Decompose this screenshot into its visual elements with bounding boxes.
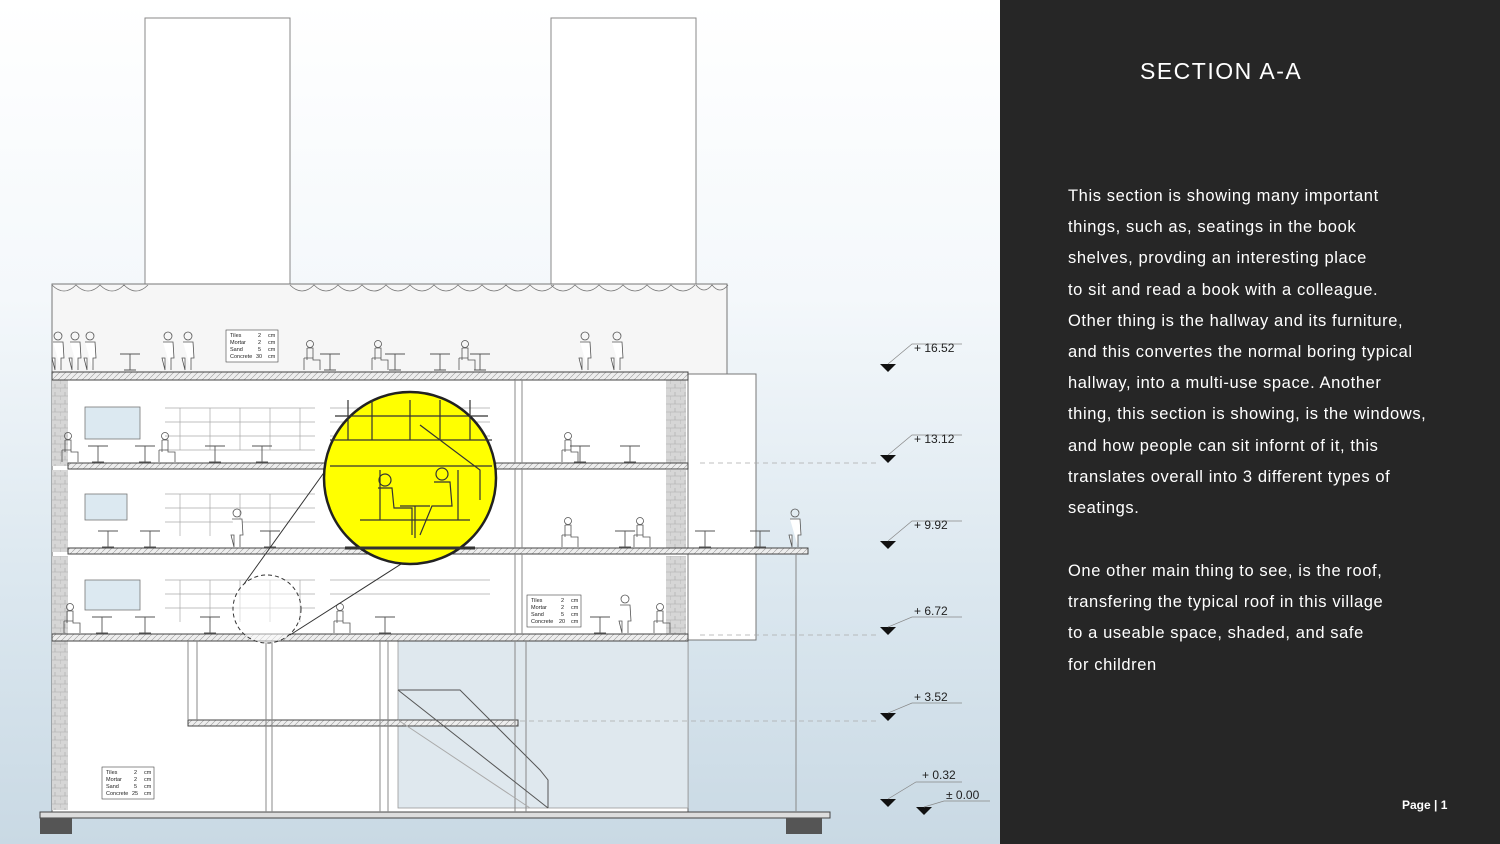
mat1-row4-unit: cm [268, 354, 276, 360]
mat3-row3-val: 5 [134, 784, 138, 790]
mat1-row3: Sand [230, 347, 243, 353]
material-table-1 [226, 330, 278, 362]
material-table-2 [527, 595, 581, 627]
mat3-row4: Concrete [106, 791, 129, 797]
mat2-row1-unit: cm [571, 598, 579, 604]
mat3-row4-val: 25 [132, 791, 139, 797]
mat1-row2-val: 2 [258, 340, 262, 346]
mat1-row4: Concrete [230, 354, 253, 360]
level-16-52: + 16.52 [914, 341, 955, 355]
mat1-row2-unit: cm [268, 340, 276, 346]
mat3-row2-val: 2 [134, 777, 138, 783]
mat1-row1-unit: cm [268, 333, 276, 339]
mat3-row1-unit: cm [144, 770, 152, 776]
mat2-row3-val: 5 [561, 612, 565, 618]
mat2-row4: Concrete [531, 619, 554, 625]
level-marker-0-00 [916, 788, 990, 815]
mat3-row4-unit: cm [144, 791, 152, 797]
mat1-row2: Mortar [230, 340, 246, 346]
level-3-52: + 3.52 [914, 690, 948, 704]
level-6-72: + 6.72 [914, 604, 948, 618]
mat2-row4-val: 20 [559, 619, 566, 625]
page-number: 1 [1440, 798, 1448, 812]
mat2-row2: Mortar [531, 605, 547, 611]
right-annex [688, 374, 756, 640]
mat3-row2: Mortar [106, 777, 122, 783]
level-0-32: + 0.32 [922, 768, 956, 782]
mat3-row1: Tiles [106, 770, 118, 776]
mat2-row2-unit: cm [571, 605, 579, 611]
description-panel [1000, 0, 1500, 844]
mat2-row2-val: 2 [561, 605, 565, 611]
mat1-row3-unit: cm [268, 347, 276, 353]
level-13-12: + 13.12 [914, 432, 955, 446]
page-separator: | [1434, 798, 1438, 812]
page-indicator [1402, 798, 1447, 812]
mat2-row3: Sand [531, 612, 544, 618]
mat2-row4-unit: cm [571, 619, 579, 625]
level-0-00: ± 0.00 [946, 788, 980, 802]
section-title: SECTION A-A [1140, 58, 1303, 84]
roof-canopy [52, 284, 728, 374]
level-9-92: + 9.92 [914, 518, 948, 532]
mat1-row4-val: 30 [256, 354, 263, 360]
mat2-row1: Tiles [531, 598, 543, 604]
level-marker-9-92 [880, 518, 962, 549]
mat3-row3: Sand [106, 784, 119, 790]
mat2-row3-unit: cm [571, 612, 579, 618]
material-table-3 [102, 767, 154, 799]
mat3-row3-unit: cm [144, 784, 152, 790]
page-label: Page [1402, 798, 1431, 812]
mat3-row2-unit: cm [144, 777, 152, 783]
mat1-row3-val: 5 [258, 347, 262, 353]
mat1-row1: Tiles [230, 333, 242, 339]
mat1-row1-val: 2 [258, 333, 262, 339]
description-paragraph-2: One other main thing to see, is the roof, transfering the typical roof in this village to a useable space, shaded, and safe for children [1068, 562, 1384, 674]
level-marker-16-52 [880, 341, 962, 372]
mat2-row1-val: 2 [561, 598, 565, 604]
description-paragraph-1: This section is showing many important things, such as, seatings in the book shelves, provding an interesting place to sit and read a book with a colleague. Other thing is the hallway and its furniture, and this convertes the normal boring typical hallway, into a multi-use space. Another thing, this section is showing, is the windows, and how people can sit infornt of it, this translates overall into 3 different types of seatings. [1068, 187, 1427, 518]
mat3-row1-val: 2 [134, 770, 138, 776]
